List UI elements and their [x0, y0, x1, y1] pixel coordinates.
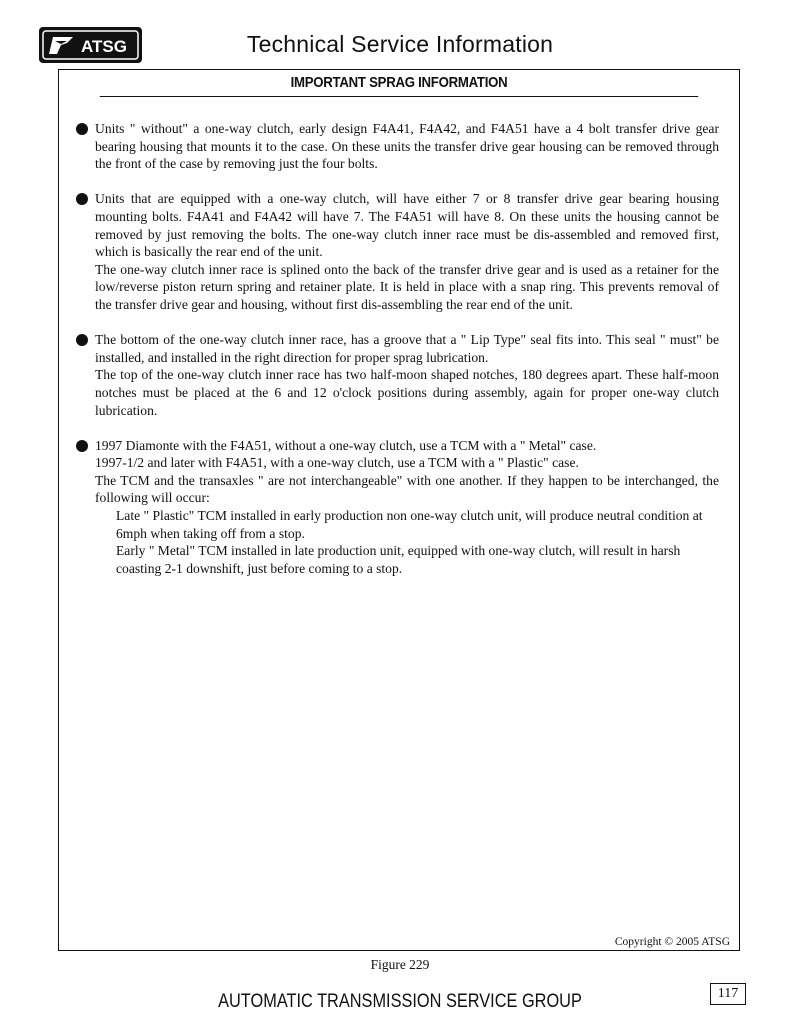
- section-inner-race-seal: [76, 331, 719, 419]
- bullet-icon: [76, 193, 88, 205]
- document-title: IMPORTANT SPRAG INFORMATION: [100, 70, 698, 97]
- header-title: Technical Service Information: [246, 31, 554, 57]
- paragraph: The TCM and the transaxles " are not interchangeable" with one another. If they happen to be interchanged, the following will occur:: [95, 472, 719, 506]
- paragraph: 1997-1/2 and later with F4A51, with a one-way clutch, use a TCM with a " Plastic" case.: [95, 455, 579, 471]
- section-tcm-compatibility: [76, 437, 719, 578]
- page-number: 117: [710, 983, 746, 1005]
- footer-organization: AUTOMATIC TRANSMISSION SERVICE GROUP: [218, 991, 582, 1012]
- atsg-logo-graphic: [39, 27, 142, 63]
- paragraph: The bottom of the one-way clutch inner race, has a groove that a " Lip Type" seal fits into. This seal " must" be installed, and installed in the right direction for proper sprag lubrication.: [95, 332, 719, 365]
- indented-paragraph: Late " Plastic" TCM installed in early production non one-way clutch unit, will produce neutral condition at 6mph when taking off from a stop.: [116, 508, 703, 541]
- paragraph: Units that are equipped with a one-way clutch, will have either 7 or 8 transfer drive gear bearing housing mounting bolts. F4A41 and F4A42 will have 7. The F4A51 will have 8. On these units the housing cannot be removed by just removing the bolts. The one-way clutch inner race must be dis-assembled and removed first, which is basically the rear end of the unit.: [95, 191, 719, 260]
- document-frame: [58, 69, 740, 951]
- paragraph: The top of the one-way clutch inner race has two half-moon shaped notches, 180 degrees apart. These half-moon notches must be placed at the 6 and 12 o'clock positions during assembly, again for proper one-way clutch lubrication.: [95, 367, 719, 418]
- copyright-notice: Copyright © 2005 ATSG: [614, 936, 730, 948]
- figure-label: Figure 229: [370, 957, 430, 972]
- bullet-icon: [76, 334, 88, 346]
- indented-paragraph: Early " Metal" TCM installed in late production unit, equipped with one-way clutch, will result in harsh coasting 2-1 downshift, just before coming to a stop.: [116, 543, 681, 576]
- section-one-way-clutch-absent: [76, 120, 719, 173]
- bullet-icon: [76, 440, 88, 452]
- atsg-logo: [39, 27, 142, 63]
- section-one-way-clutch-equipped: [76, 190, 719, 313]
- logo-text: ATSG: [81, 37, 127, 56]
- paragraph: 1997 Diamonte with the F4A51, without a one-way clutch, use a TCM with a " Metal" case.: [95, 437, 597, 453]
- bullet-icon: [76, 123, 88, 135]
- document-body: [76, 120, 719, 595]
- paragraph: The one-way clutch inner race is splined onto the back of the transfer drive gear and is used as a retainer for the low/reverse piston return spring and retainer plate. It is held in place with a snap ring. This prevents removal of the transfer drive gear and housing, without first dis-assembling the rear end of the unit.: [95, 261, 719, 312]
- paragraph: Units " without" a one-way clutch, early design F4A41, F4A42, and F4A51 have a 4 bolt transfer drive gear bearing housing that mounts it to the case. On these units the transfer drive gear housing can be removed through the front of the case by removing just the four bolts.: [95, 121, 719, 172]
